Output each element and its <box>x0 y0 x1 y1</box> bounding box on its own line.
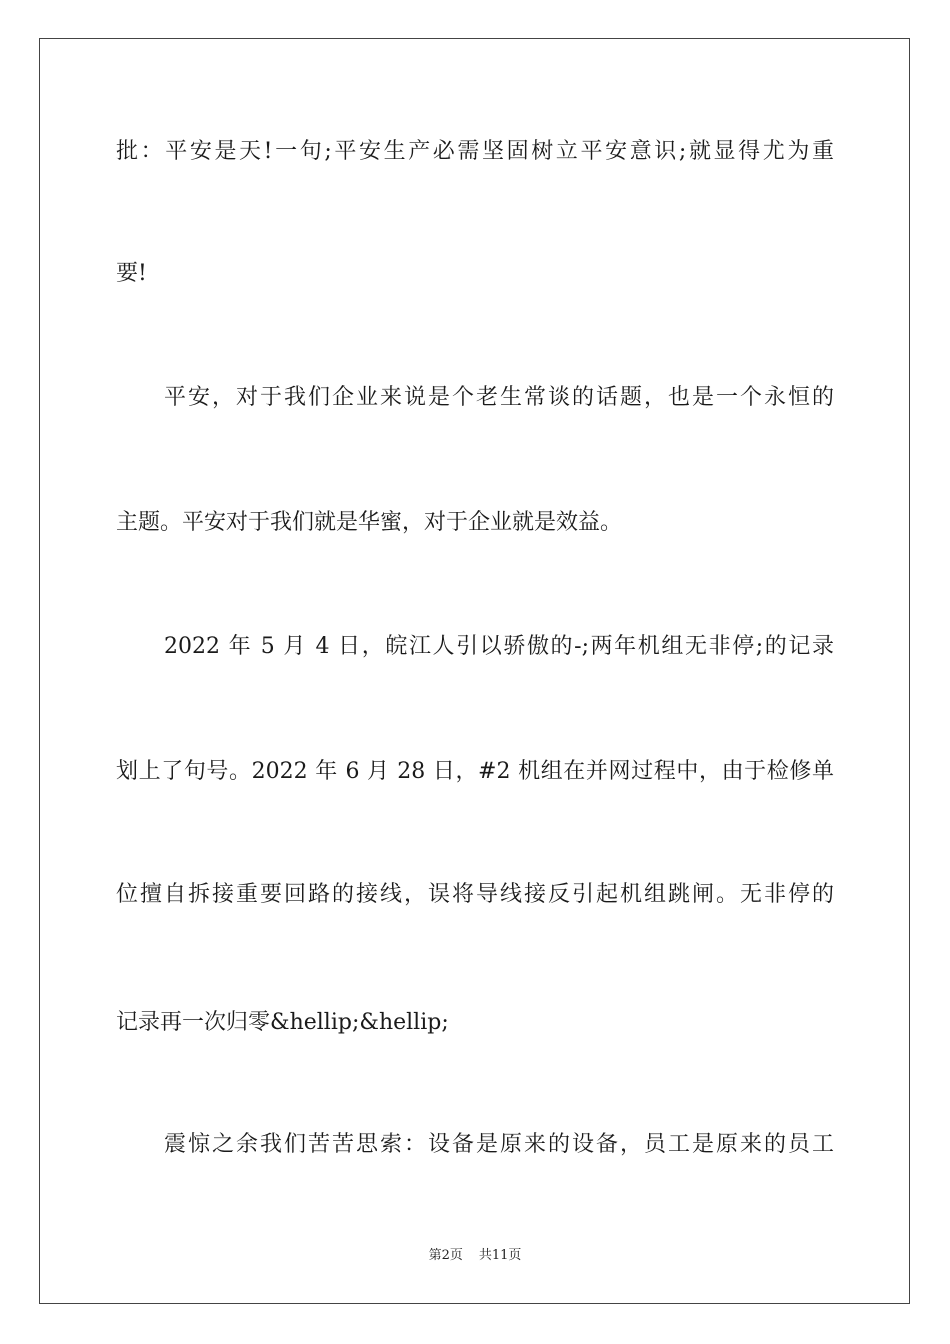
text-line-4: 主题。平安对于我们就是华蜜，对于企业就是效益。 <box>116 510 623 535</box>
text-line-9: 震惊之余我们苦苦思索：设备是原来的设备，员工是原来的员工 <box>164 1132 834 1157</box>
text-line-7: 位擅自拆接重要回路的接线，误将导线接反引起机组跳闸。无非停的 <box>116 882 834 907</box>
text-line-8: 记录再一次归零&hellip;&hellip; <box>116 1010 449 1035</box>
text-line-6: 划上了句号。2022 年 6 月 28 日，#2 机组在并网过程中，由于检修单 <box>116 759 834 784</box>
text-line-1: 批：平安是天!一句;平安生产必需坚固树立平安意识;就显得尤为重 <box>116 139 834 164</box>
text-line-2: 要! <box>116 261 147 286</box>
page-footer <box>0 1246 950 1266</box>
text-line-3: 平安，对于我们企业来说是个老生常谈的话题，也是一个永恒的 <box>164 385 834 410</box>
text-line-5: 2022 年 5 月 4 日，皖江人引以骄傲的-;两年机组无非停;的记录 <box>164 634 834 659</box>
page-number: 第2页 <box>428 1248 463 1263</box>
page-total: 共11页 <box>478 1248 522 1263</box>
page-border <box>39 38 910 1304</box>
